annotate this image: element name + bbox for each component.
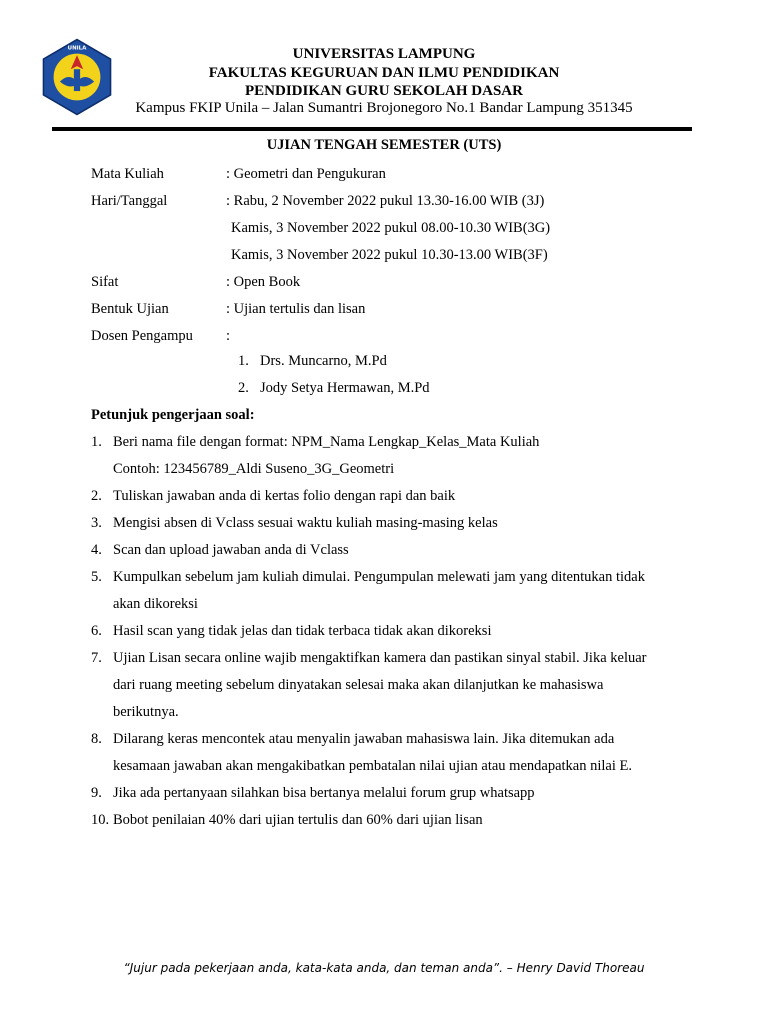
dosen-2-number: 2.: [238, 380, 249, 396]
sifat-value: : Open Book: [226, 274, 301, 290]
dosen-1-number: 1.: [238, 353, 249, 369]
instruction-text: Ujian Lisan secara online wajib mengaktifkan kamera dan pastikan sinyal stabil. Jika keluar: [113, 650, 647, 666]
instruction-text: Dilarang keras mencontek atau menyalin jawaban mahasiswa lain. Jika ditemukan ada: [113, 731, 615, 747]
svg-text:UNILA: UNILA: [67, 45, 87, 52]
dosen-label: Dosen Pengampu: [91, 328, 193, 344]
instruction-number: 7.: [91, 650, 102, 666]
header-divider: [52, 127, 692, 131]
instruction-text: Bobot penilaian 40% dari ujian tertulis dan 60% dari ujian lisan: [113, 812, 483, 828]
instruction-text: Scan dan upload jawaban anda di Vclass: [113, 542, 349, 558]
exam-title: UJIAN TENGAH SEMESTER (UTS): [266, 137, 502, 153]
instruction-number: 5.: [91, 569, 102, 585]
mata-kuliah-value: : Geometri dan Pengukuran: [226, 166, 386, 182]
dosen-1-name: Drs. Muncarno, M.Pd: [260, 353, 387, 369]
instruction-text: Mengisi absen di Vclass sesuai waktu kuliah masing-masing kelas: [113, 515, 498, 531]
instruction-number: 10.: [91, 812, 110, 828]
instruction-number: 9.: [91, 785, 102, 801]
campus-address: Kampus FKIP Unila – Jalan Sumantri Brojonegoro No.1 Bandar Lampung 351345: [135, 100, 633, 116]
hari-tanggal-value-3: Kamis, 3 November 2022 pukul 10.30-13.00 WIB(3F): [231, 247, 548, 263]
instruction-number: 4.: [91, 542, 102, 558]
instruction-text: Jika ada pertanyaan silahkan bisa bertanya melalui forum grup whatsapp: [113, 785, 535, 801]
sifat-label: Sifat: [91, 274, 119, 290]
hari-tanggal-label: Hari/Tanggal: [91, 193, 168, 209]
instruction-text: Beri nama file dengan format: NPM_Nama Lengkap_Kelas_Mata Kuliah: [113, 434, 540, 450]
bentuk-ujian-label: Bentuk Ujian: [91, 301, 169, 317]
program-name: PENDIDIKAN GURU SEKOLAH DASAR: [245, 83, 523, 99]
instruction-number: 8.: [91, 731, 102, 747]
hari-tanggal-value-1: : Rabu, 2 November 2022 pukul 13.30-16.00 WIB (3J): [226, 193, 545, 209]
instruction-text: dari ruang meeting sebelum dinyatakan selesai maka akan dilanjutkan ke mahasiswa: [113, 677, 604, 693]
dosen-2-name: Jody Setya Hermawan, M.Pd: [260, 380, 430, 396]
mata-kuliah-label: Mata Kuliah: [91, 166, 164, 182]
instruction-text: berikutnya.: [113, 704, 179, 720]
instruction-text: kesamaan jawaban akan mengakibatkan pembatalan nilai ujian atau mendapatkan nilai E.: [113, 758, 632, 774]
hari-tanggal-value-2: Kamis, 3 November 2022 pukul 08.00-10.30 WIB(3G): [231, 220, 551, 236]
faculty-name: FAKULTAS KEGURUAN DAN ILMU PENDIDIKAN: [208, 65, 560, 81]
closing-quote: “Jujur pada pekerjaan anda, kata-kata anda, dan teman anda”. – Henry David Thoreau: [123, 961, 645, 975]
instruction-number: 6.: [91, 623, 102, 639]
instruction-text: Hasil scan yang tidak jelas dan tidak terbaca tidak akan dikoreksi: [113, 623, 492, 639]
instruction-number: 1.: [91, 434, 102, 450]
instruction-text: Contoh: 123456789_Aldi Suseno_3G_Geometri: [113, 461, 395, 477]
university-name: UNIVERSITAS LAMPUNG: [292, 46, 476, 62]
instruction-text: Tuliskan jawaban anda di kertas folio dengan rapi dan baik: [113, 488, 456, 504]
bentuk-ujian-value: : Ujian tertulis dan lisan: [226, 301, 366, 317]
instruction-number: 2.: [91, 488, 102, 504]
instruction-text: akan dikoreksi: [113, 596, 198, 612]
instruction-text: Kumpulkan sebelum jam kuliah dimulai. Pengumpulan melewati jam yang ditentukan tidak: [113, 569, 645, 585]
instruction-number: 3.: [91, 515, 102, 531]
instructions-heading: Petunjuk pengerjaan soal:: [91, 407, 255, 423]
dosen-colon: :: [226, 328, 231, 344]
